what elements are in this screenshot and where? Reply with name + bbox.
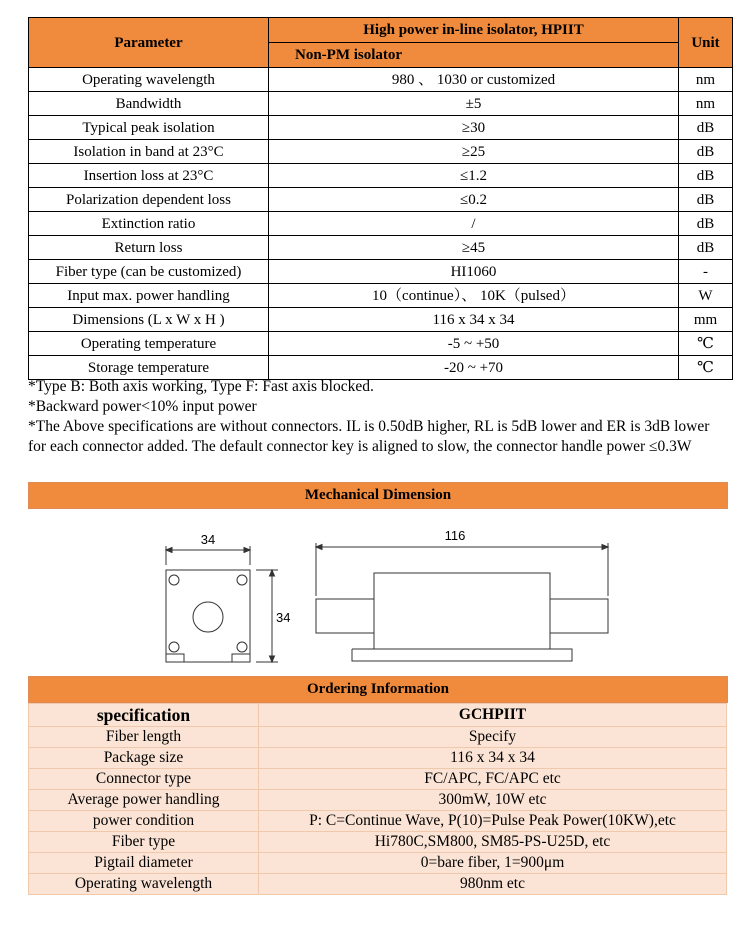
- note: *The Above specifications are without connectors. IL is 0.50dB higher, RL is 5dB lower and ER is 3dB lower for each connector added. The default connector key is aligned to slow, the connector handle power ≤0.3W: [28, 418, 710, 455]
- model-code-header: GCHPIIT: [259, 704, 727, 727]
- width-label: 34: [200, 532, 216, 547]
- order-label: Fiber type: [29, 832, 259, 853]
- note: *Type B: Both axis working, Type F: Fast axis blocked.: [28, 378, 374, 395]
- spec-unit: dB: [679, 236, 733, 260]
- spec-param: Storage temperature: [29, 356, 269, 380]
- order-row: [29, 790, 727, 811]
- spec-row: [29, 356, 733, 380]
- spec-param: Polarization dependent loss: [29, 188, 269, 212]
- spec-value: -5 ~ +50: [269, 332, 679, 356]
- order-value: P: C=Continue Wave, P(10)=Pulse Peak Power(10KW),etc: [259, 811, 727, 832]
- spec-unit: ℃: [679, 356, 733, 380]
- spec-param: Bandwidth: [29, 92, 269, 116]
- spec-row: [29, 308, 733, 332]
- spec-row: [29, 284, 733, 308]
- mechanical-drawing: [0, 510, 754, 675]
- spec-row: [29, 212, 733, 236]
- spec-unit: dB: [679, 116, 733, 140]
- spec-table: [28, 17, 733, 380]
- mount-hole: [237, 642, 247, 652]
- spec-row: [29, 68, 733, 92]
- spec-value: HI1060: [269, 260, 679, 284]
- ordering-information-title: Ordering Information: [28, 676, 728, 703]
- foot: [232, 654, 250, 662]
- spec-param: Operating temperature: [29, 332, 269, 356]
- order-label: Fiber length: [29, 727, 259, 748]
- spec-unit: dB: [679, 164, 733, 188]
- spec-unit: dB: [679, 212, 733, 236]
- spec-unit: dB: [679, 188, 733, 212]
- spec-param: Typical peak isolation: [29, 116, 269, 140]
- spec-value: 116 x 34 x 34: [269, 308, 679, 332]
- order-value: 0=bare fiber, 1=900μm: [259, 853, 727, 874]
- spec-unit: -: [679, 260, 733, 284]
- ordering-table: [28, 703, 727, 895]
- foot: [166, 654, 184, 662]
- right-pigtail-boot: [550, 599, 608, 633]
- order-row: [29, 748, 727, 769]
- mount-hole: [169, 575, 179, 585]
- mount-hole: [237, 575, 247, 585]
- spec-value: 980 、 1030 or customized: [269, 68, 679, 92]
- order-value: Hi780C,SM800, SM85-PS-U25D, etc: [259, 832, 727, 853]
- order-value: 300mW, 10W etc: [259, 790, 727, 811]
- spec-value: ≥30: [269, 116, 679, 140]
- spec-param: Return loss: [29, 236, 269, 260]
- spec-param: Insertion loss at 23°C: [29, 164, 269, 188]
- order-row: [29, 811, 727, 832]
- spec-value: ≥45: [269, 236, 679, 260]
- order-value: 980nm etc: [259, 874, 727, 895]
- spec-value: 10（continue）、 10K（pulsed）: [269, 284, 679, 308]
- mechanical-dimension-title: Mechanical Dimension: [28, 482, 728, 509]
- spec-unit: W: [679, 284, 733, 308]
- parameter-header: Parameter: [29, 18, 269, 68]
- side-view-body: [374, 573, 550, 649]
- spec-value: ≤1.2: [269, 164, 679, 188]
- spec-row: [29, 164, 733, 188]
- spec-value: ≥25: [269, 140, 679, 164]
- spec-value: ≤0.2: [269, 188, 679, 212]
- spec-row: [29, 140, 733, 164]
- spec-unit: mm: [679, 308, 733, 332]
- spec-param: Operating wavelength: [29, 68, 269, 92]
- spec-unit: ℃: [679, 332, 733, 356]
- spec-unit: nm: [679, 68, 733, 92]
- spec-row: [29, 260, 733, 284]
- spec-value: /: [269, 212, 679, 236]
- order-label: power condition: [29, 811, 259, 832]
- unit-header: Unit: [679, 18, 733, 68]
- fiber-port: [193, 602, 223, 632]
- base-plate: [352, 649, 572, 661]
- spec-param: Input max. power handling: [29, 284, 269, 308]
- variant-header: Non-PM isolator: [269, 43, 679, 68]
- mount-hole: [169, 642, 179, 652]
- order-value: FC/APC, FC/APC etc: [259, 769, 727, 790]
- order-row: [29, 832, 727, 853]
- order-row: [29, 853, 727, 874]
- order-row: [29, 874, 727, 895]
- spec-value: ±5: [269, 92, 679, 116]
- spec-row: [29, 236, 733, 260]
- product-header: High power in-line isolator, HPIIT: [269, 18, 679, 43]
- order-label: Pigtail diameter: [29, 853, 259, 874]
- notes: [28, 377, 728, 457]
- order-label: Connector type: [29, 769, 259, 790]
- spec-unit: nm: [679, 92, 733, 116]
- spec-value: -20 ~ +70: [269, 356, 679, 380]
- height-label: 34: [276, 610, 291, 625]
- order-label: Operating wavelength: [29, 874, 259, 895]
- spec-row: [29, 332, 733, 356]
- spec-param: Extinction ratio: [29, 212, 269, 236]
- order-row: [29, 727, 727, 748]
- spec-param: Dimensions (L x W x H ): [29, 308, 269, 332]
- order-label: Package size: [29, 748, 259, 769]
- length-label: 116: [444, 528, 466, 543]
- order-label: Average power handling: [29, 790, 259, 811]
- spec-row: [29, 188, 733, 212]
- left-pigtail-boot: [316, 599, 374, 633]
- order-value: 116 x 34 x 34: [259, 748, 727, 769]
- order-row: [29, 769, 727, 790]
- spec-row: [29, 116, 733, 140]
- spec-row: [29, 92, 733, 116]
- order-value: Specify: [259, 727, 727, 748]
- note: *Backward power<10% input power: [28, 398, 257, 415]
- spec-unit: dB: [679, 140, 733, 164]
- spec-param: Fiber type (can be customized): [29, 260, 269, 284]
- spec-param: Isolation in band at 23°C: [29, 140, 269, 164]
- specification-header: specification: [29, 704, 259, 727]
